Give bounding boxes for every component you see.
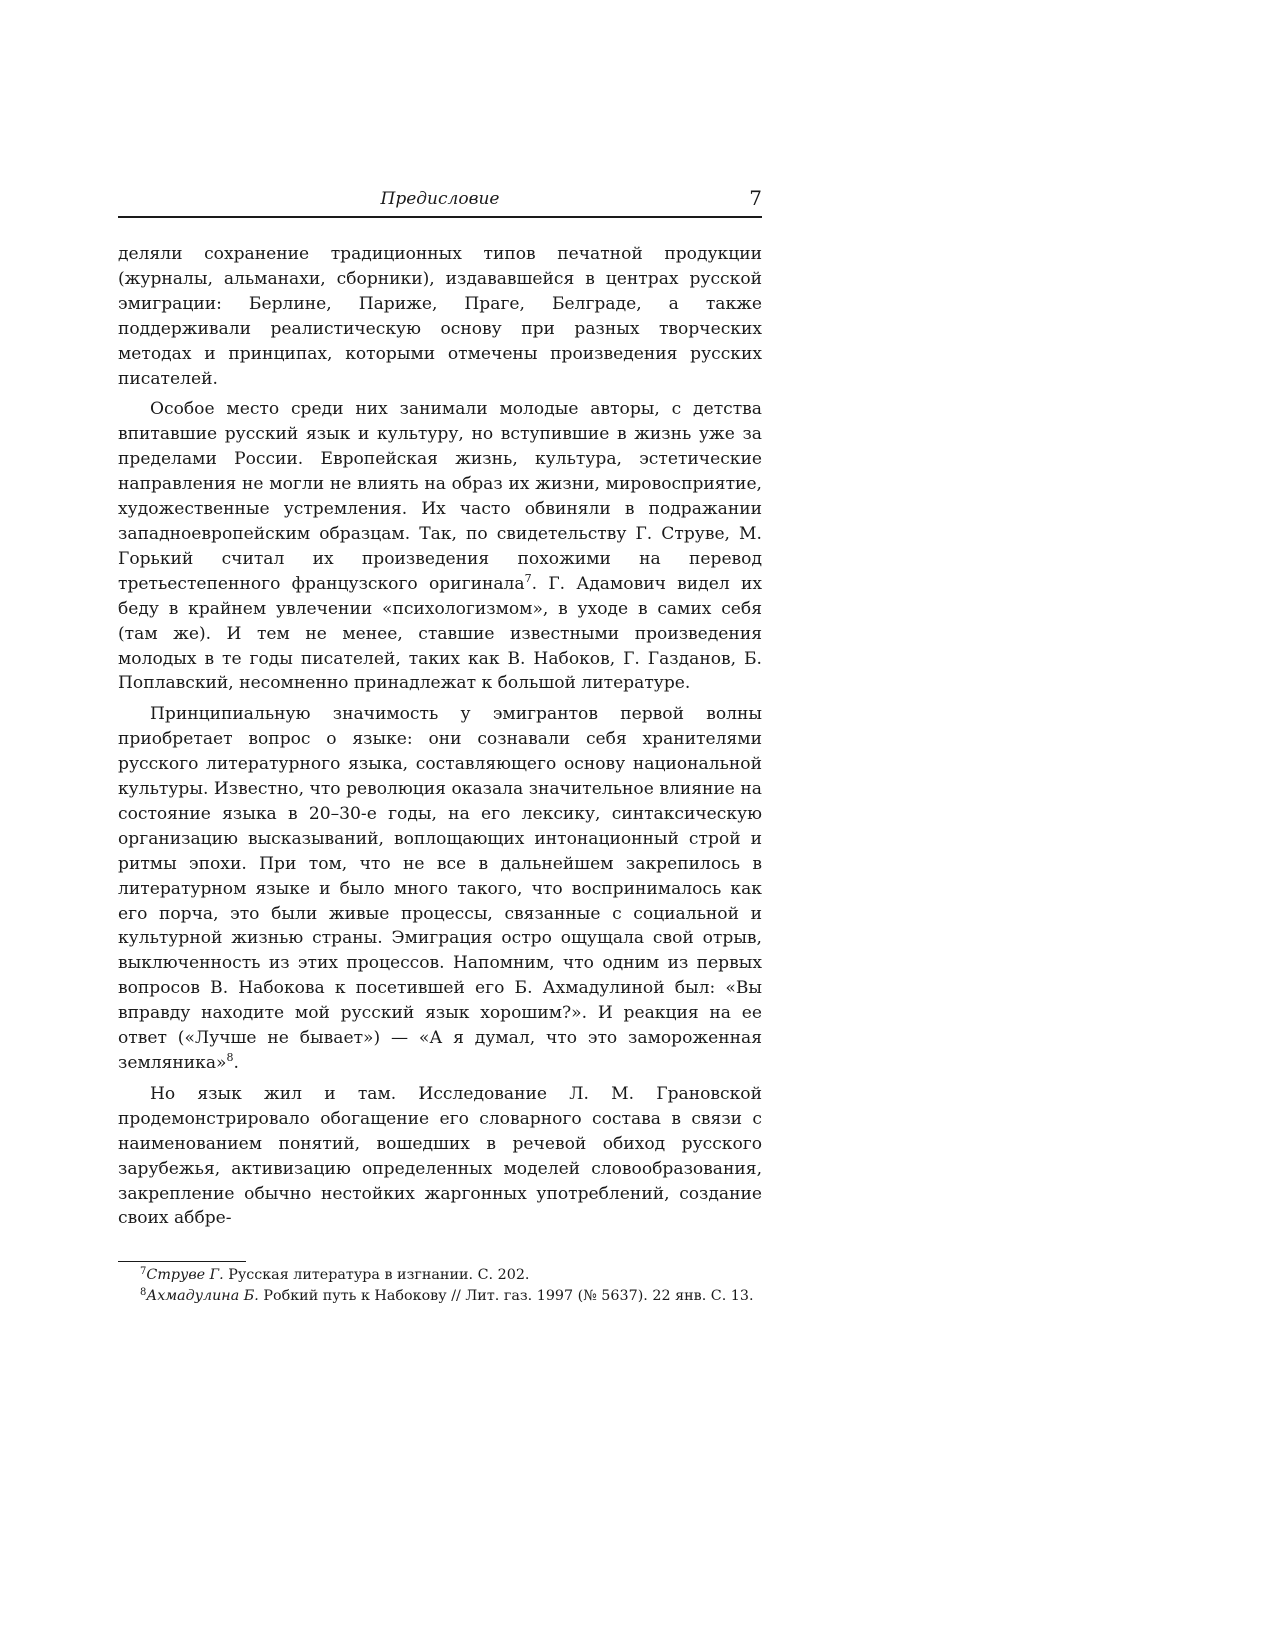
footnote-divider — [118, 1261, 246, 1262]
footnote-text: Робкий путь к Набокову // Лит. газ. 1997 (№ 5637). 22 янв. С. 13. — [258, 1288, 754, 1305]
footnote-7 — [118, 1265, 762, 1286]
footnote-mark: 7 — [140, 1266, 147, 1278]
page-number: 7 — [749, 186, 762, 210]
book-page — [118, 180, 762, 1307]
footnote-text: Русская литература в изгнании. С. 202. — [223, 1267, 530, 1284]
footnote-ref-7[interactable]: 7 — [524, 571, 532, 585]
footnote-author: Струве Г. — [146, 1267, 224, 1284]
paragraph-1: деляли сохранение традиционных типов печатной продукции (журналы, альманахи, сборники), издававшейся в центрах русской эмиграции: Берлине, Париже, Праге, Белграде, а также поддерживали реалистическую основу при разных творческих методах и принципах, которыми отмечены произведения русских писателей. — [118, 244, 762, 389]
paragraph-2 — [118, 397, 762, 696]
footnote-author: Ахмадулина Б. — [146, 1288, 259, 1305]
body-text — [118, 242, 762, 1231]
footnotes — [118, 1265, 762, 1307]
paragraph-2-text-b: . Г. Адамович видел их беду в крайнем увлечении «психологизмом», в уходе в самих себя (там же). И тем не менее, ставшие известными произведения молодых в те годы писателей, таких как В. Набоков, Г. Газданов, Б. Поплавский, несомненно принадлежат к большой литературе. — [118, 573, 762, 694]
paragraph-3-text-b: . — [233, 1053, 239, 1073]
paragraph-3-text-a: Принципиальную значимость у эмигрантов первой волны приобретает вопрос о языке: они сознавали себя хранителями русского литературного языка, составляющего основу национальной культуры. Известно, что революция оказала значительное влияние на состояние языка в 20–30-е годы, на его лексику, синтаксическую организацию высказываний, воплощающих интонационный строй и ритмы эпохи. При том, что не все в дальнейшем закрепилось в литературном языке и было много такого, что воспринималось как его порча, это были живые процессы, связанные с социальной и культурной жизнью страны. Эмиграция остро ощущала свой отрыв, выключенность из этих процессов. Напомним, что одним из первых вопросов В. Набокова к посетившей его Б. Ахмадулиной был: «Вы вправду находите мой русский язык хорошим?». И реакция на ее ответ («Лучше не бывает») — «А я думал, что это замороженная земляника» — [118, 704, 762, 1073]
paragraph-3 — [118, 702, 762, 1076]
footnote-ref-8[interactable]: 8 — [226, 1051, 234, 1064]
running-header — [118, 180, 762, 218]
paragraph-4: Но язык жил и там. Исследование Л. М. Грановской продемонстрировало обогащение его словарного состава в связи с наименованием понятий, вошедших в речевой обиход русского зарубежья, активизацию определенных моделей словообразования, закрепление обычно нестойких жаргонных употреблений, создание своих аббре- — [118, 1083, 762, 1229]
footnote-8 — [118, 1286, 762, 1307]
footnote-mark: 8 — [140, 1287, 147, 1299]
running-title: Предисловие — [380, 189, 500, 209]
paragraph-2-text-a: Особое место среди них занимали молодые авторы, с детства впитавшие русский язык и культуру, но вступившие в жизнь уже за пределами России. Европейская жизнь, культура, эстетические направления не могли не влиять на образ их жизни, мировосприятие, художественные устремления. Их часто обвиняли в подражании западноевропейским образцам. Так, по свидетельству Г. Струве, М. Горький считал их произведения похожими на перевод третьестепенного французского оригинала — [118, 399, 762, 594]
